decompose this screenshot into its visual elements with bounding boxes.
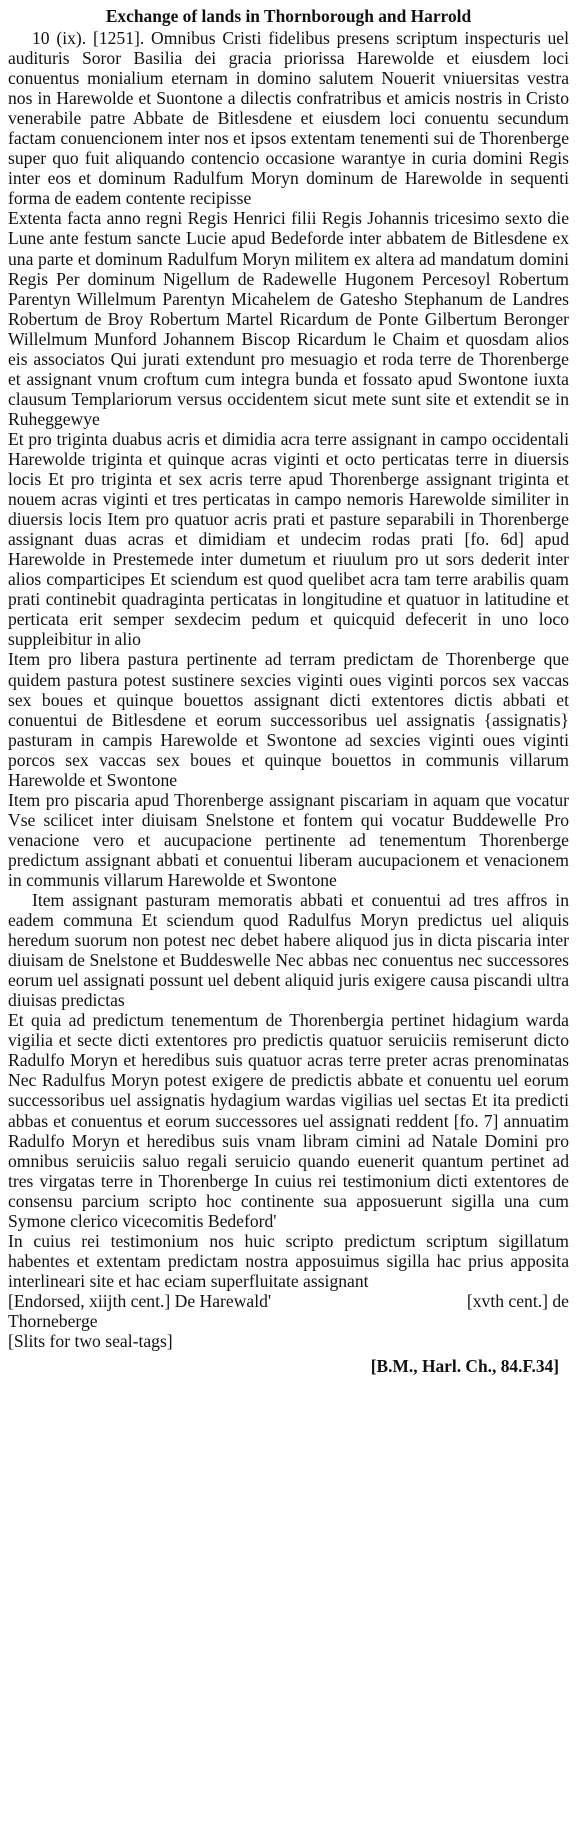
endorsement-left: [Endorsed, xiijth cent.] De Harewald' [8,1290,272,1311]
endorsement-right: [xvth cent.] de [466,1290,569,1311]
body-paragraph: Item assignant pasturam memoratis abbati et conuentui ad tres affros in eadem communa Et sciendum quod Radulfus Moryn predictus uel aliquis heredum suorum non potest nec debet habere aliquod jus in dicta piscaria inter diuisam de Snelstone et Buddeswelle Nec abbas nec conuentus nec successores eorum uel assignati possunt uel debent aliquid juris exigere causa piscandi ultra diuisas predictas [8,890,569,1011]
body-paragraph: Et pro triginta duabus acris et dimidia acra terre assignant in campo occidentali Harewolde triginta et quinque acras viginti et octo perticatas terre in diuersis locis Et pro triginta et sex acris terre apud Thorenberge assignant triginta et nouem acras viginti et tres perticatas in campo nemoris Harewolde similiter in diuersis locis Item pro quatuor acris prati et pasture separabili in Thorenberge assignant duas acras et dimidiam et undecim rodas prati [fo. 6d] apud Harewolde in Prestemede inter dumetum et riuulum pro ut sors dederit inter alios comparticipes Et sciendum est quod quelibet acra tam terre arabilis quam prati continebit quadraginta perticatas in longitudine et quatuor in latitudine et perticata erit semper sexdecim pedum et quicquid defecerit in uno loco suppleibitur in alio [8,428,569,650]
document-title: Exchange of lands in Thornborough and Harrold [105,6,472,26]
body-paragraph: Item pro libera pastura pertinente ad terram predictam de Thorenberge que quidem pastura potest sustinere sexcies viginti oues viginti porcos sex vaccas sex boues et quinque bouettos assignant dicti extentores dictis abbati et conuentui de Bitlesdene et eorum successoribus uel assignatis {assignatis} pasturam in campis Harewolde et Swontone ad sexcies viginti oues viginti porcos sex vaccas sex boues et quinque bouettos in communis villarum Harewolde et Swontone [8,649,569,790]
endorsement-line [8,1291,569,1311]
endorsement-continuation: Thorneberge [8,1311,98,1331]
seal-note: [Slits for two seal-tags] [8,1331,173,1352]
body-paragraph: Et quia ad predictum tenementum de Thorenbergia pertinet hidagium warda vigilia et secte dicti extentores pro predictis quatuor seruiciis remiserunt dicto Radulfo Moryn et heredibus suis quatuor acras terre preter acras prenominatas Nec Radulfus Moryn potest exigere de predictis abbate et conuentu uel eorum successoribus uel assignatis hydagium wardas vigilias uel sectas Et ita predicti abbas et conuentus et eorum successores uel assignati reddent [fo. 7] annuatim Radulfo Moryn et heredibus suis vnam libram cimini ad Natale Domini pro omnibus seruiciis saluo regali seruicio quando euenerit quantum pertinet ad tres virgatas terre in Thorenberge In cuius rei testimonium dicti extentores de consensu parcium scripto hoc continente sua apposuerunt sigilla una cum Symone clerico vicecomitis Bedeford' [8,1010,569,1231]
body-paragraph: 10 (ix). [1251]. Omnibus Cristi fidelibus presens scriptum inspecturis uel audituris Soror Basilia dei gracia priorissa Harewolde et eiusdem loci conuentus monialium eternam in domino salutem Nouerit vniuersitas vestra nos in Harewolde et Suontone a dilectis confratribus et amicis nostris in Cristo venerabile patre Abbate de Bitlesdene et eiusdem loci conuentu secundum factam conuencionem inter nos et ipsos extentam tenementi sui de Thorenberge super quo fuit aliquando contencio occasione warantye in curia domini Regis inter eos et dominum Radulfum Moryn dominum de Harewolde in sequenti forma de eadem contente recipisse [8,28,569,209]
body-paragraph: In cuius rei testimonium nos huic scripto predictum scriptum sigillatum habentes et extentam predictam nostra apposuimus sigilla hac prius apposita interlineari site et hac eciam superfluitate assignant [8,1230,569,1291]
body-paragraph: Extenta facta anno regni Regis Henrici filii Regis Johannis tricesimo sexto die Lune ante festum sancte Lucie apud Bedeforde inter abbatem de Bitlesdene ex una parte et dominum Radulfum Moryn militem ex altera ad mandatum domini Regis Per dominum Nigellum de Radewelle Hugonem Percesoyl Robertum Parentyn Willelmum Parentyn Micahelem de Gatesho Stephanum de Landres Robertum de Broy Robertum Martel Ricardum de Ponte Gilbertum Beronger Willelmum Munford Johannem Biscop Ricardum le Chaim et quosdam alios eis associatos Qui jurati extendunt pro mesuagio et roda terre de Thorenberge et assignant vnum croftum cum integra bunda et fossato apud Swontone iuxta clausum Templariorum versus occidentem sicut mete sunt site et extendit se in Ruheggewye [8,208,569,429]
manuscript-citation: [B.M., Harl. Ch., 84.F.34] [370,1356,559,1377]
body-paragraph: Item pro piscaria apud Thorenberge assignant piscariam in aquam que vocatur Vse scilicet inter diuisam Snelstone et fontem qui vocatur Buddewelle Pro venacione vero et aucupacione pertinente ad tenementum Thorenberge predictum assignant abbati et conuentui liberam aucupacionem et venacionem in communis villarum Harewolde et Swontone [8,789,569,890]
document-body [8,28,569,1291]
